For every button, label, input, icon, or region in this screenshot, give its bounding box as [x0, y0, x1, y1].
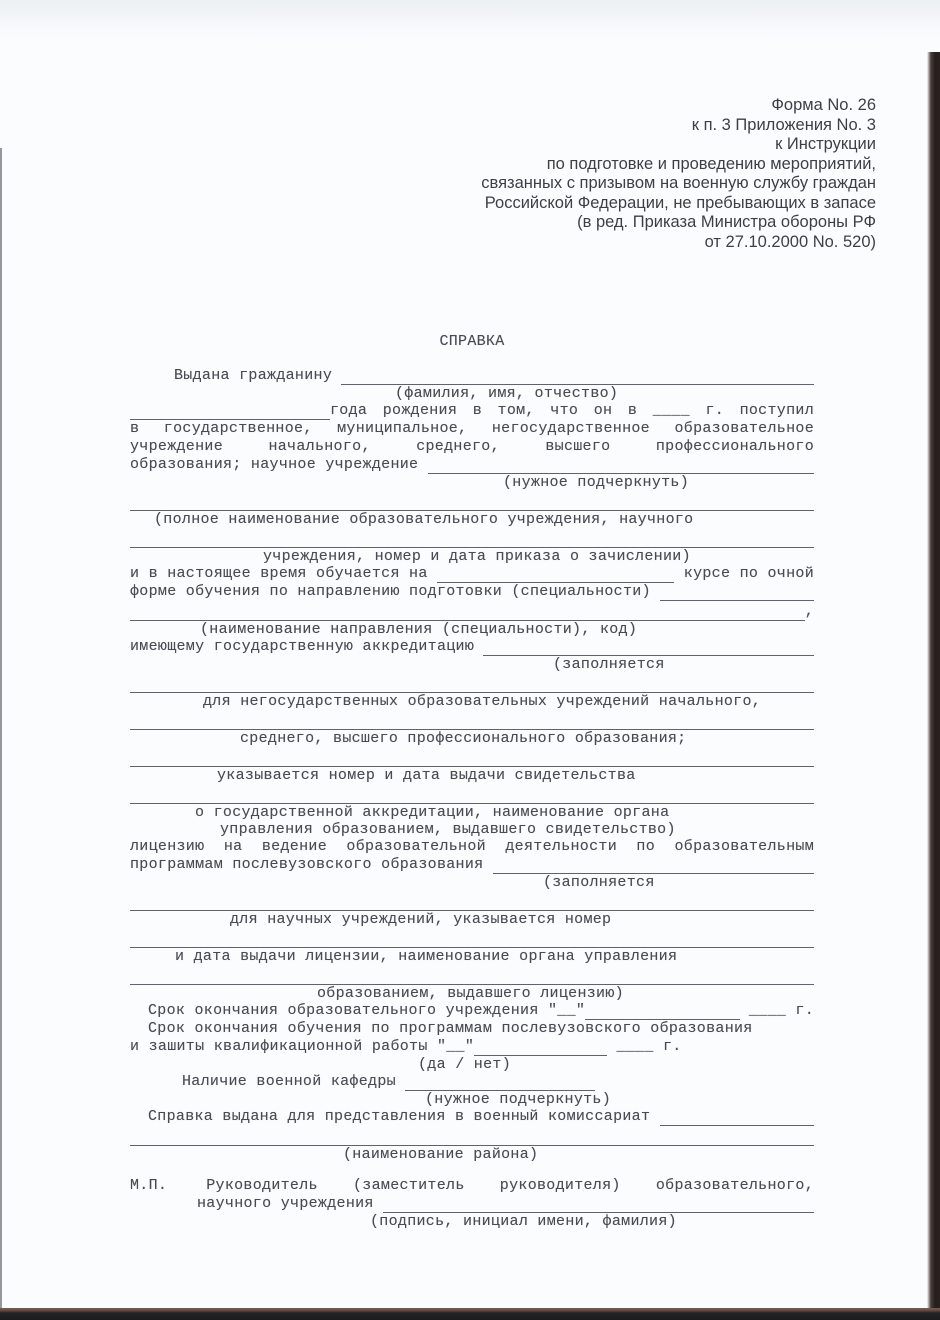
form-line-text: Срок окончания образовательного учреждения "__" — [148, 1002, 586, 1019]
field-caption: (наименование направления (специальности), код) — [200, 621, 638, 638]
form-line — [130, 1108, 814, 1126]
field-caption: образованием, выдавшего лицензию) — [317, 985, 624, 1002]
field-caption: (нужное подчеркнуть) — [503, 474, 690, 491]
scan-edge-left — [0, 148, 2, 1308]
field-caption: для негосударственных образовательных учреждений начального, — [203, 693, 762, 710]
field-caption: (нужное подчеркнуть) — [425, 1091, 612, 1108]
field-caption: (фамилия, имя, отчество) — [395, 385, 619, 402]
form-line — [130, 1177, 814, 1195]
form-body — [130, 333, 814, 1230]
field-caption: и дата выдачи лицензии, наименование органа управления — [175, 948, 678, 965]
form-line-text: М.П. — [130, 1177, 168, 1194]
header-note-line: связанных с призывом на военную службу граждан — [481, 174, 876, 192]
form-line-text: Руководитель (заместитель руководителя) образовательного, — [206, 1177, 814, 1194]
field-caption: учреждения, номер и дата приказа о зачислении) — [263, 548, 691, 565]
field-caption: (полное наименование образовательного учреждения, научного — [154, 511, 694, 528]
form-line: в государственное, муниципальное, негосударственное образовательное — [130, 420, 814, 437]
ruled-line — [130, 935, 814, 948]
form-line-text: Наличие военной кафедры — [182, 1073, 406, 1090]
header-note-line: по подготовке и проведению мероприятий, — [546, 154, 876, 173]
header-note-line: к п. 3 Приложения No. 3 — [691, 115, 876, 134]
form-line: лицензию на ведение образовательной деятельности по образовательным — [130, 838, 814, 855]
form-line-text: программам послевузовского образования — [130, 856, 493, 873]
form-line — [130, 638, 814, 656]
field-caption: о государственной аккредитации, наименование органа — [195, 804, 670, 821]
form-line — [130, 565, 814, 583]
form-line-text: ____ г. — [607, 1038, 682, 1055]
form-line — [130, 402, 814, 420]
ruled-line — [130, 717, 814, 730]
form-line — [130, 583, 814, 601]
form-line-text: Срок окончания обучения по программам послевузовского образования — [148, 1020, 753, 1037]
form-title: СПРАВКА — [439, 333, 505, 350]
form-line-text: имеющему государственную аккредитацию — [130, 638, 484, 655]
ruled-line — [130, 1133, 814, 1146]
ruled-line — [130, 535, 814, 548]
fill-in-blank — [660, 1120, 814, 1126]
field-caption: управления образованием, выдавшего свидетельство) — [220, 821, 676, 838]
ruled-line — [130, 680, 814, 693]
form-line-text: Выдана гражданину — [174, 367, 342, 384]
scan-edge-bottom — [0, 1308, 940, 1320]
ruled-line — [130, 972, 814, 985]
form-line — [130, 1195, 814, 1213]
field-caption: (наименование района) — [343, 1146, 539, 1163]
form-line-text: образования; научное учреждение — [130, 456, 428, 473]
header-note-line: Российской Федерации, не пребывающих в запасе — [484, 193, 876, 212]
ruled-line — [130, 603, 814, 621]
form-number-note — [481, 96, 876, 252]
field-caption: для научных учреждений, указывается номер — [230, 911, 612, 928]
scan-edge-right — [927, 52, 940, 1320]
form-line — [130, 1038, 814, 1056]
field-caption: (заполняется — [553, 656, 665, 673]
form-line-text: ____ г. — [739, 1002, 814, 1019]
form-line — [130, 1073, 814, 1091]
header-note-line: Форма No. 26 — [771, 96, 876, 114]
form-line-text: и в настоящее время обучается на — [130, 565, 437, 582]
field-caption: указывается номер и дата выдачи свидетельства — [217, 767, 636, 784]
field-caption: (да / нет) — [418, 1056, 512, 1073]
form-line — [130, 367, 814, 385]
rule-suffix-text: , — [804, 603, 814, 620]
header-note-line: от 27.10.2000 No. 520) — [704, 232, 876, 251]
field-caption: среднего, высшего профессионального образования; — [240, 730, 687, 747]
form-line-text: научного учреждения — [197, 1195, 384, 1212]
field-caption: (подпись, инициал имени, фамилия) — [370, 1213, 677, 1230]
form-line — [130, 456, 814, 474]
header-note-line: (в ред. Приказа Министра обороны РФ — [577, 213, 876, 231]
fill-in-blank — [660, 595, 814, 601]
header-note-line: к Инструкции — [775, 135, 876, 153]
form-lines-container — [130, 367, 814, 1230]
field-caption: (заполняется — [543, 874, 655, 891]
ruled-line — [130, 791, 814, 804]
form-line-text: Справка выдана для представления в военный комиссариат — [148, 1108, 660, 1125]
form-line: учреждение начального, среднего, высшего профессионального — [130, 438, 814, 455]
form-line — [130, 1020, 814, 1038]
form-line — [130, 856, 814, 874]
ruled-line — [130, 498, 814, 511]
form-line-text: курсе по очной — [674, 565, 814, 582]
scan-top-shade — [0, 0, 940, 38]
form-line-text: года рождения в том, что он в ____ г. поступил — [330, 402, 814, 419]
ruled-line — [130, 898, 814, 911]
form-line-text: форме обучения по направлению подготовки (специальности) — [130, 583, 661, 600]
form-line — [130, 1002, 814, 1020]
form-line-text: и зашиты квалификационной работы "__" — [130, 1038, 475, 1055]
ruled-line — [130, 754, 814, 767]
